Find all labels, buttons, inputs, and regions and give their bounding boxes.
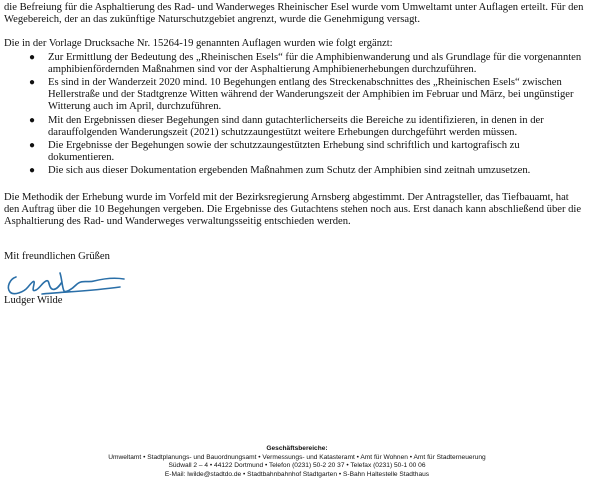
intro-paragraph: die Befreiung für die Asphaltierung des Rad- und Wanderweges Rheinischer Esel wurde vom Umweltamt unter Auflagen erteilt. Für den Wegebereich, der an das zukünftige Naturschutzgebiet angrenzt, wurde die Genehmigung versagt. bbox=[4, 2, 584, 26]
closing-salutation: Mit freundlichen Grüßen bbox=[4, 251, 110, 263]
bullet-icon: ● bbox=[29, 165, 36, 177]
list-item-text: Die sich aus dieser Dokumentation ergebenden Maßnahmen zum Schutz der Amphibien sind zeitnah umzusetzen. bbox=[48, 165, 531, 177]
bullet-icon: ● bbox=[29, 51, 36, 63]
list-item bbox=[29, 114, 586, 139]
footer-contact: E-Mail: lwilde@stadtdo.de • Stadtbahnbahnhof Stadtgarten • S-Bahn Haltestelle Stadthaus bbox=[164, 470, 430, 478]
list-item bbox=[29, 165, 586, 177]
bullet-icon: ● bbox=[29, 140, 36, 152]
list-item bbox=[29, 140, 586, 164]
lead-paragraph: Die in der Vorlage Drucksache Nr. 15264-19 genannten Auflagen wurden wie folgt ergänzt: bbox=[4, 38, 393, 50]
list-item bbox=[29, 77, 586, 114]
letter-footer bbox=[0, 445, 594, 479]
footer-address: Südwall 2 – 4 • 44122 Dortmund • Telefon (0231) 50-2 20 37 • Telefax (0231) 50-1 00 06 bbox=[168, 462, 426, 470]
handwritten-signature bbox=[2, 265, 142, 299]
list-item-text: Die Ergebnisse der Begehungen sowie der schutzzaungestützten Erhebung sind schriftlich und kartografisch zu dokumentieren. bbox=[48, 140, 520, 164]
requirements-list bbox=[4, 52, 586, 178]
signer-name: Ludger Wilde bbox=[4, 295, 63, 307]
list-item-text: Es sind in der Wanderzeit 2020 mind. 10 Begehungen entlang des Streckenabschnittes des „Rheinischen Esels“ zwischen Hellerstraße und der Stadtgrenze Witten während der Wanderungszeit der Amphibien im Februar und März, bei ungünstiger Witterung auch im April, durchzuführen. bbox=[48, 77, 574, 113]
list-item bbox=[29, 51, 586, 76]
footer-heading: Geschäftsbereiche: bbox=[266, 445, 328, 452]
method-paragraph: Die Methodik der Erhebung wurde im Vorfeld mit der Bezirksregierung Arnsberg abgestimmt. Der Antragsteller, das Tiefbauamt, hat den Auftrag über die 10 Begehungen vergeben. Die Ergebnisse des Gutachtens stehen noch aus. Erst danach kann abschließend über die Asphaltierung des Rad- und Wanderweges verwaltungsseitig entschieden werden. bbox=[4, 191, 582, 228]
list-item-text: Zur Ermittlung der Bedeutung des „Rheinischen Esels“ für die Amphibienwanderung und als Grundlage für die vorgenannten amphibienfördernden Maßnahmen sind vor der Asphaltierung Amphibienerhebungen durchzuführen. bbox=[48, 51, 582, 75]
footer-departments: Umweltamt • Stadtplanungs- und Bauordnungsamt • Vermessungs- und Katasteramt • Amt für Wohnen • Amt für Stadterneuerung bbox=[108, 453, 486, 461]
list-item-text: Mit den Ergebnissen dieser Begehungen sind dann gutachterlicherseits die Bereiche zu identifizieren, in denen in der darauffolgenden Wanderungszeit (2021) schutzzaungestützt weitere Erhebungen durchgeführt werden müssen. bbox=[48, 114, 544, 138]
bullet-icon: ● bbox=[29, 114, 36, 126]
bullet-icon: ● bbox=[29, 77, 36, 89]
